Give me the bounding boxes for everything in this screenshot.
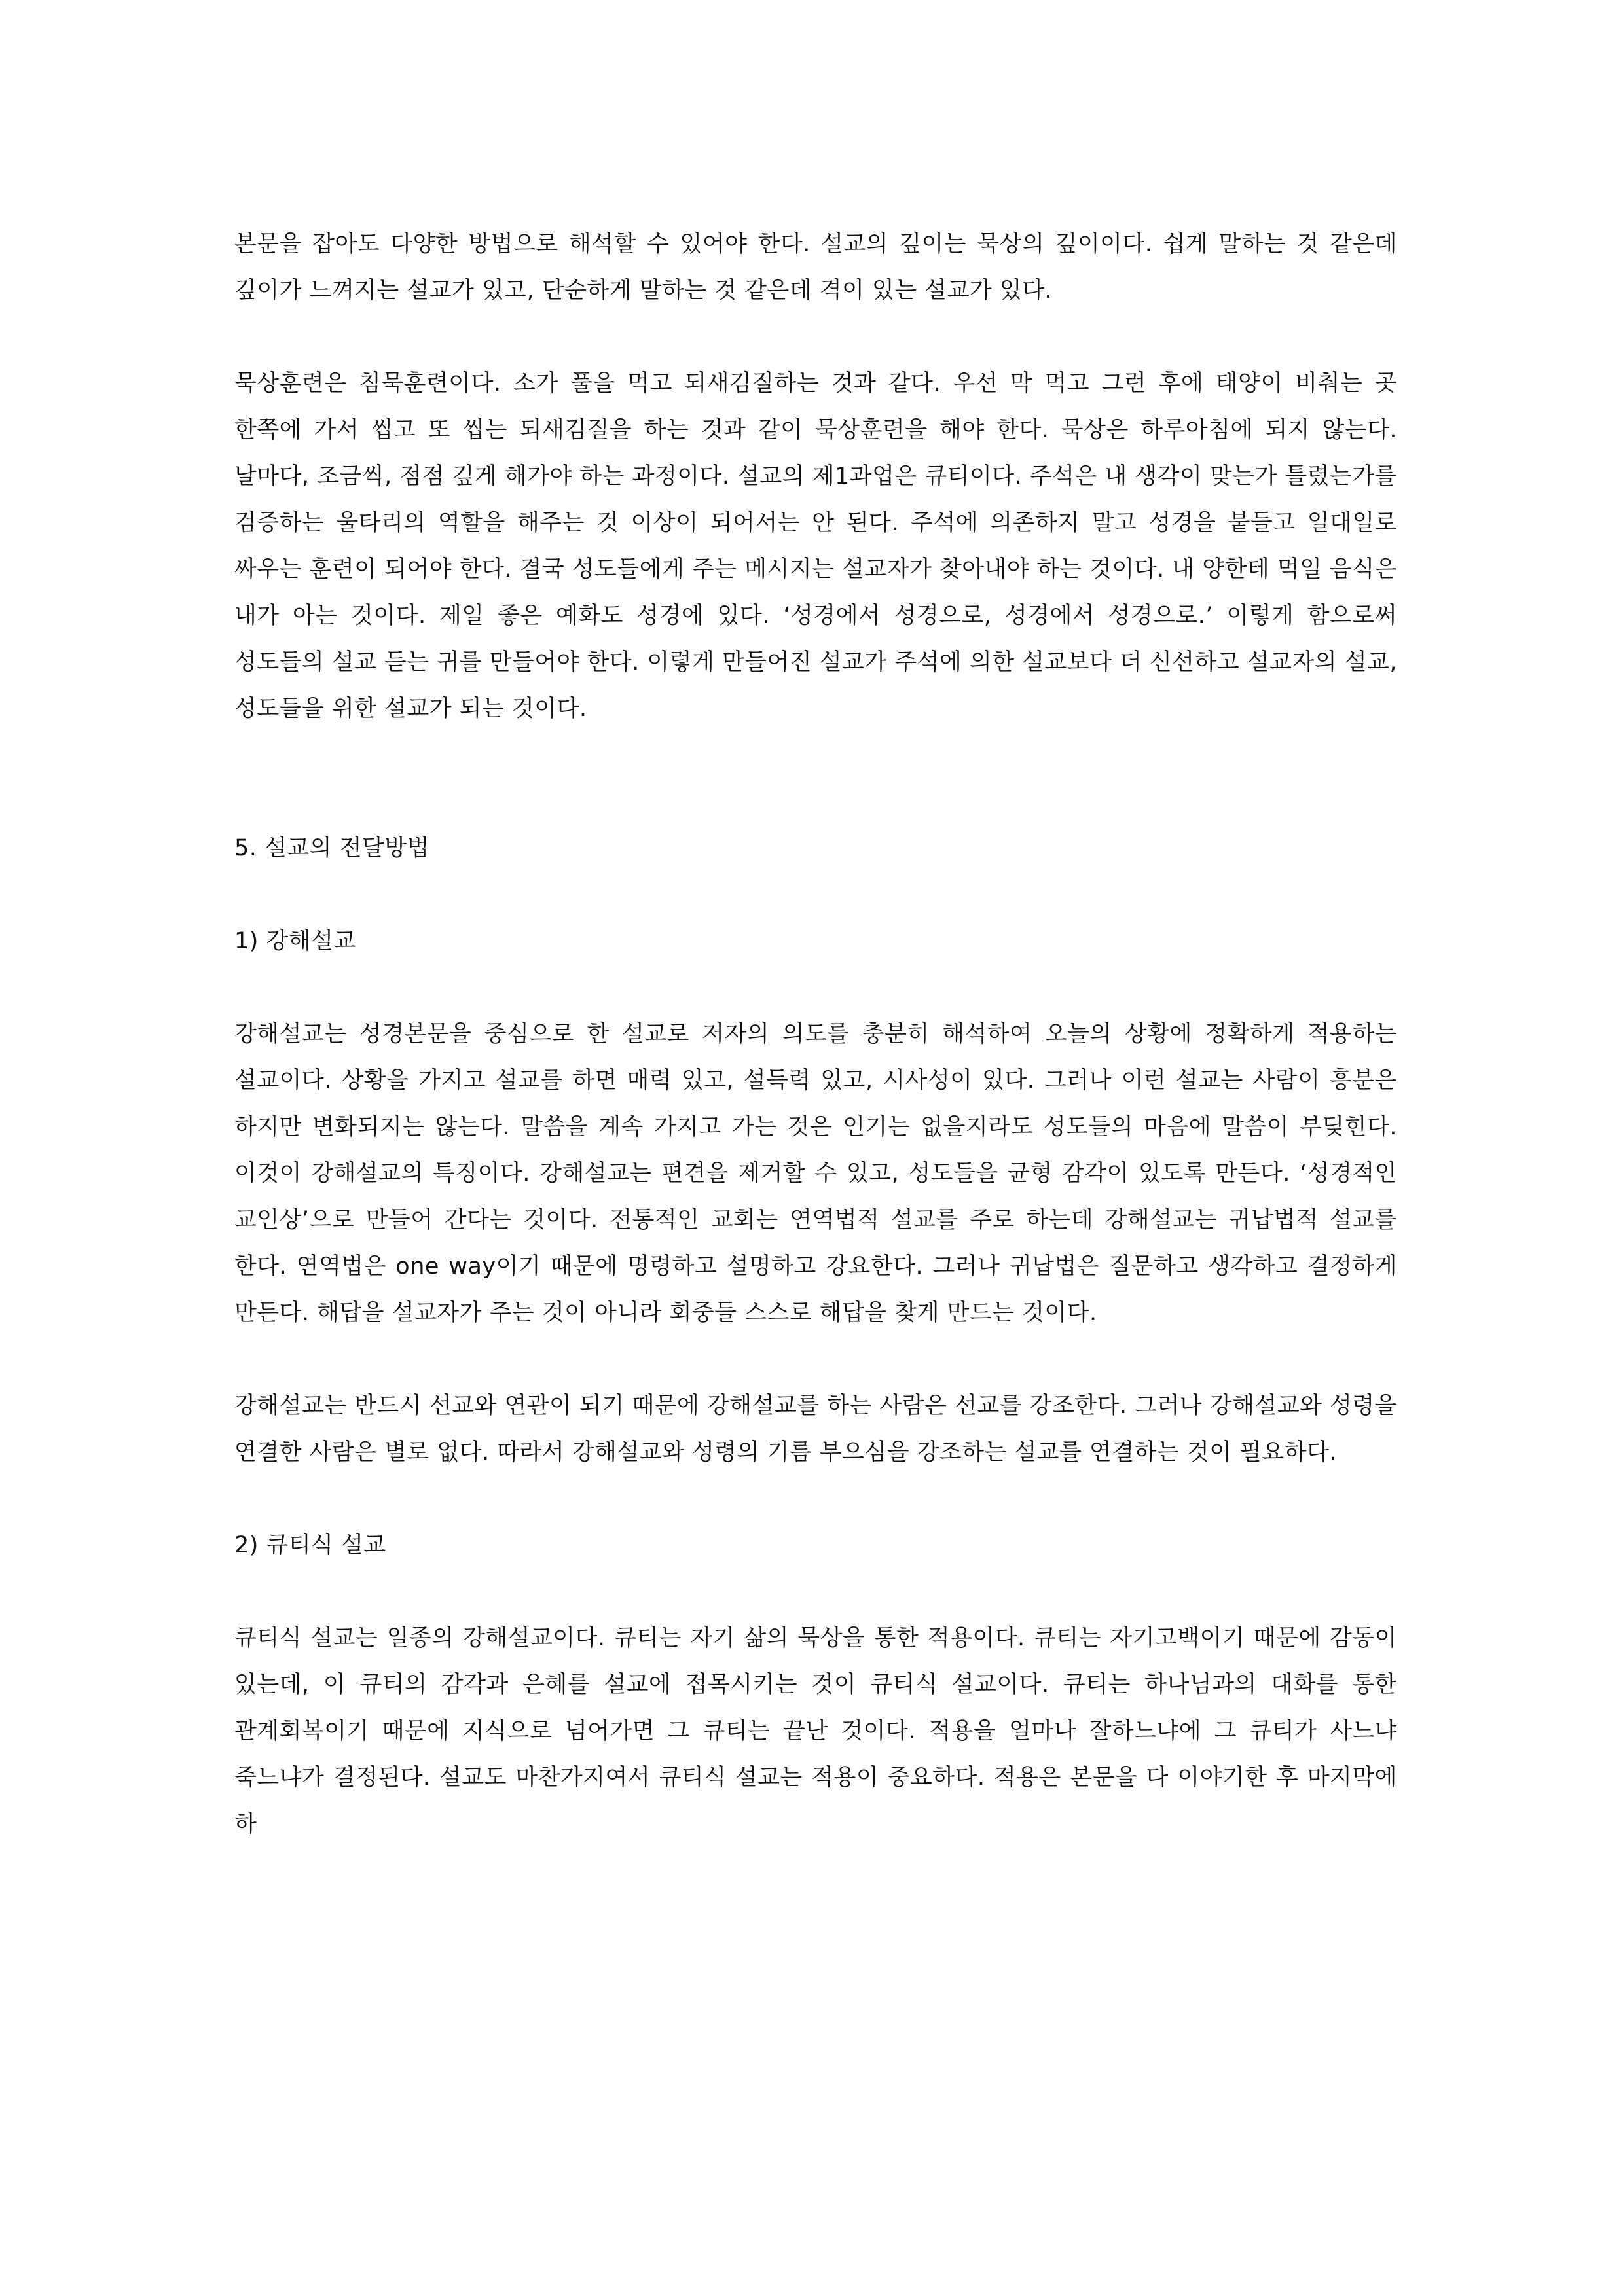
- paragraph-expository-preaching: 강해설교는 성경본문을 중심으로 한 설교로 저자의 의도를 충분히 해석하여 오늘의 상황에 정확하게 적용하는 설교이다. 상황을 가지고 설교를 하면 매력 있고, 설득력 있고, 시사성이 있다. 그러나 이런 설교는 사람이 흥분은 하지만 변화되지는 않는다. 말씀을 계속 가지고 가는 것은 인기는 없을지라도 성도들의 마음에 말씀이 부딪힌다. 이것이 강해설교의 특징이다. 강해설교는 편견을 제거할 수 있고, 성도들을 균형 감각이 있도록 만든다. ‘성경적인 교인상’으로 만들어 간다는 것이다. 전통적인 교회는 연역법적 설교를 주로 하는데 강해설교는 귀납법적 설교를 한다. 연역법은 one way이기 때문에 명령하고 설명하고 강요한다. 그러나 귀납법은 질문하고 생각하고 결정하게 만든다. 해답을 설교자가 주는 것이 아니라 회중들 스스로 해답을 찾게 만드는 것이다.: [234, 1021, 1397, 1326]
- paragraph-spacer: [234, 965, 1397, 1011]
- paragraph-meditation-training: 묵상훈련은 침묵훈련이다. 소가 풀을 먹고 되새김질하는 것과 같다. 우선 막 먹고 그런 후에 태양이 비춰는 곳 한쪽에 가서 씹고 또 씹는 되새김질을 하는 것과 같이 묵상훈련을 해야 한다. 묵상은 하루아침에 되지 않는다. 날마다, 조금씩, 점점 깊게 해가야 하는 과정이다. 설교의 제1과업은 큐티이다. 주석은 내 생각이 맞는가 틀렸는가를 검증하는 울타리의 역할을 해주는 것 이상이 되어서는 안 된다. 주석에 의존하지 말고 성경을 붙들고 일대일로 싸우는 훈련이 되어야 한다. 결국 성도들에게 주는 메시지는 설교자가 찾아내야 하는 것이다. 내 양한테 먹일 음식은 내가 아는 것이다. 제일 좋은 예화도 성경에 있다. ‘성경에서 성경으로, 성경에서 성경으로.’ 이렇게 함으로써 성도들의 설교 듣는 귀를 만들어야 한다. 이렇게 만들어진 설교가 주석에 의한 설교보다 더 신선하고 설교자의 설교, 성도들을 위한 설교가 되는 것이다.: [234, 370, 1397, 722]
- paragraph-spacer: [234, 872, 1397, 918]
- paragraph-spacer: [234, 1476, 1397, 1522]
- paragraph-spacer: [234, 1569, 1397, 1615]
- paragraph-qt-preaching: 큐티식 설교는 일종의 강해설교이다. 큐티는 자기 삶의 묵상을 통한 적용이다. 큐티는 자기고백이기 때문에 감동이 있는데, 이 큐티의 감각과 은혜를 설교에 접목시키는 것이 큐티식 설교이다. 큐티는 하나님과의 대화를 통한 관계회복이기 때문에 지식으로 넘어가면 그 큐티는 끝난 것이다. 적용을 얼마나 잘하느냐에 그 큐티가 사느냐 죽느냐가 결정된다. 설교도 마찬가지여서 큐티식 설교는 적용이 중요하다. 적용은 본문을 다 이야기한 후 마지막에 하: [234, 1625, 1397, 1837]
- paragraph-spacer: [234, 1336, 1397, 1383]
- section-spacer: [234, 732, 1397, 825]
- subsection-heading-expository: 1) 강해설교: [234, 928, 356, 954]
- document-body: [234, 221, 1397, 1848]
- paragraph-expository-mission: 강해설교는 반드시 선교와 연관이 되기 때문에 강해설교를 하는 사람은 선교를 강조한다. 그러나 강해설교와 성령을 연결한 사람은 별로 없다. 따라서 강해설교와 성령의 기름 부으심을 강조하는 설교를 연결하는 것이 필요하다.: [234, 1393, 1397, 1465]
- subsection-heading-qt: 2) 큐티식 설교: [234, 1532, 386, 1558]
- paragraph-spacer: [234, 314, 1397, 361]
- section-heading-delivery-methods: 5. 설교의 전달방법: [234, 835, 429, 861]
- paragraph-meditation-depth: 본문을 잡아도 다양한 방법으로 해석할 수 있어야 한다. 설교의 깊이는 묵상의 깊이이다. 쉽게 말하는 것 같은데 깊이가 느껴지는 설교가 있고, 단순하게 말하는 것 같은데 격이 있는 설교가 있다.: [234, 231, 1397, 304]
